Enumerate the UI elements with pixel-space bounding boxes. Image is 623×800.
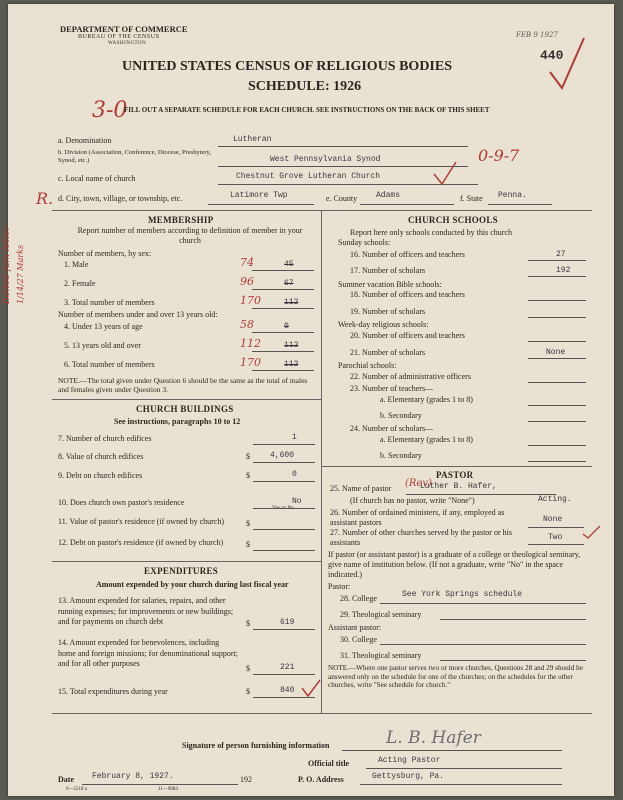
po-address-value: Gettysburg, Pa. <box>372 772 445 781</box>
school-sunday-label: Sunday schools: <box>338 238 391 247</box>
county-value: Adams <box>376 191 401 200</box>
expenditures-title: EXPENDITURES <box>144 566 219 576</box>
census-form <box>2 4 614 796</box>
q29-label: 29. Theological seminary <box>340 610 422 619</box>
q28-label: 28. College <box>340 594 377 603</box>
building-row-value: 4,600 <box>270 451 295 460</box>
school-r23b-label: b. Secondary <box>380 411 422 420</box>
division-value: West Pennsylvania Synod <box>270 155 381 164</box>
school-row-line <box>528 358 586 359</box>
q13-dollar: $ <box>246 619 250 628</box>
q27-value: Two <box>548 533 563 542</box>
date-suffix: 192 <box>240 775 252 784</box>
school-weekday-label: Week-day religious schools: <box>338 320 429 329</box>
check-mark-icon <box>432 160 458 188</box>
school-r22-label: 22. Number of administrative officers <box>350 372 471 381</box>
member-row-handwritten: 58 <box>240 318 254 331</box>
membership-intro: Report number of members according to definition of member in your church <box>77 226 303 245</box>
city-value: Latimore Twp <box>230 191 288 200</box>
building-row-line <box>253 444 315 445</box>
member-row-label: 5. 13 years old and over <box>64 341 141 350</box>
q13-label: 13. Amount expended for salaries, repairs, and other running expenses; for improvements or new buildings; and for payments on church debt <box>58 596 234 626</box>
school-r20-label: 20. Number of officers and teachers <box>350 331 465 340</box>
school-row-line <box>528 276 586 277</box>
member-row-line <box>252 351 314 352</box>
school-row-line <box>528 317 586 318</box>
bureau-city: WASHINGTON <box>108 41 147 46</box>
member-row-line <box>252 270 314 271</box>
q14-dollar: $ <box>246 664 250 673</box>
church-name-label: c. Local name of church <box>58 174 136 183</box>
member-row-handwritten: 74 <box>240 256 254 269</box>
po-address-label: P. O. Address <box>298 775 344 784</box>
q25-note: (If church has no pastor, write "None") <box>350 496 475 505</box>
bureau-name: BUREAU OF THE CENSUS <box>78 34 160 40</box>
yes-no-hint: Yes or No <box>272 505 295 511</box>
buildings-title: CHURCH BUILDINGS <box>136 404 234 414</box>
q15-dollar: $ <box>246 687 250 696</box>
margin-note: Edited fam letter <box>2 226 12 304</box>
school-r19-label: 19. Number of scholars <box>350 307 426 316</box>
official-title-value: Acting Pastor <box>378 756 441 765</box>
member-row-label: 2. Female <box>64 279 96 288</box>
official-title-label: Official title <box>308 759 350 768</box>
age-heading: Number of members under and over 13 years old: <box>58 310 218 319</box>
building-row-dollar: $ <box>246 471 250 480</box>
school-r23-label: 23. Number of teachers— <box>350 384 434 393</box>
school-row-line <box>528 445 586 446</box>
q15-value: 840 <box>280 686 295 695</box>
school-r17-label: 17. Number of scholars <box>350 266 426 275</box>
building-row-line <box>253 462 315 463</box>
signature-value: L. B. Hafer <box>386 728 481 748</box>
q14-label: 14. Amount expended for benevolences, including home and foreign missions; for denominational support; and for all other purposes <box>58 638 238 668</box>
member-row-label: 1. Male <box>64 260 89 269</box>
pastor-title: PASTOR <box>436 470 474 480</box>
check-mark-icon <box>548 34 588 94</box>
school-r24a-label: a. Elementary (grades 1 to 8) <box>380 435 473 444</box>
form-number: 6—5518 a <box>66 787 87 792</box>
schools-title: CHURCH SCHOOLS <box>408 215 498 225</box>
form-title: UNITED STATES CENSUS OF RELIGIOUS BODIES <box>122 59 453 74</box>
received-stamp: FEB 9 1927 <box>516 31 558 39</box>
member-row-line <box>252 289 314 290</box>
member-row-line <box>252 308 314 309</box>
handwritten-division-code: 0-9-7 <box>478 146 520 165</box>
q25-label: 25. Name of pastor <box>330 484 392 493</box>
dept-name: DEPARTMENT OF COMMERCE <box>60 24 188 34</box>
member-row-typed: 112 <box>284 360 299 369</box>
signature-label: Signature of person furnishing information <box>182 741 330 750</box>
school-row-line <box>528 461 586 462</box>
member-row-line <box>252 370 314 371</box>
school-parochial-label: Parochial schools: <box>338 361 397 370</box>
expenditures-sub: Amount expended by your church during last fiscal year <box>96 580 289 589</box>
member-row-typed: 112 <box>284 341 299 350</box>
school-v17-value: 192 <box>556 266 571 275</box>
member-row-label: 6. Total number of members <box>64 360 155 369</box>
q15-label: 15. Total expenditures during year <box>58 687 168 696</box>
building-row-dollar: $ <box>246 540 250 549</box>
building-row-line <box>253 481 315 482</box>
building-row-dollar: $ <box>246 519 250 528</box>
school-summer-label: Summer vacation Bible schools: <box>338 280 442 289</box>
member-row-label: 4. Under 13 years of age <box>64 322 143 331</box>
member-row-line <box>252 332 314 333</box>
state-label: f. State <box>460 194 483 203</box>
building-row-label: 11. Value of pastor's residence (if owned by church) <box>58 517 225 526</box>
q27-label: 27. Number of other churches served by the pastor or his assistants <box>330 528 512 547</box>
building-row-line <box>253 550 315 551</box>
school-row-line <box>528 341 586 342</box>
county-label: e. County <box>326 194 358 203</box>
school-row-line <box>528 300 586 301</box>
building-row-label: 8. Value of church edifices <box>58 452 144 461</box>
school-r21-label: 21. Number of scholars <box>350 348 426 357</box>
school-row-line <box>528 421 586 422</box>
pastor-note: NOTE.—Where one pastor serves two or more churches, Questions 28 and 29 should be answered only on the schedule for one of the churches; on the schedules for the other churches, write "See schedule for church." <box>328 664 583 690</box>
building-row-label: 10. Does church own pastor's residence <box>58 498 185 507</box>
buildings-sub: See instructions, paragraphs 10 to 12 <box>114 417 241 426</box>
school-row-line <box>528 382 586 383</box>
division-label: b. Division (Association, Conference, Diocese, Presbytery, Synod, etc.) <box>58 149 212 164</box>
graduate-note: If pastor (or assistant pastor) is a graduate of a college or theological seminary, give name of institution below. (If not a graduate, write "No" in the space indicated.) <box>328 550 581 579</box>
assistant-sublabel: Assistant pastor: <box>328 623 382 632</box>
q25-hand: (Rev) <box>405 478 432 489</box>
building-row-line <box>253 508 315 509</box>
school-row-line <box>528 260 586 261</box>
school-v16-value: 27 <box>556 250 566 259</box>
schedule-title: SCHEDULE: 1926 <box>248 79 362 94</box>
margin-note-2: 1/14/27 Marks <box>16 244 25 304</box>
state-value: Penna. <box>498 191 527 200</box>
member-row-typed: 67 <box>284 279 294 288</box>
member-row-typed: 45 <box>284 260 294 269</box>
building-row-value: 0 <box>292 470 297 479</box>
building-row-label: 12. Debt on pastor's residence (if owned by church) <box>58 538 224 547</box>
date-value: February 8, 1927. <box>92 772 174 781</box>
handwritten-code: 3-0 <box>92 98 128 123</box>
q26-label: 26. Number of ordained ministers, if any, employed as assistant pastors <box>330 508 505 527</box>
denomination-label: a. Denomination <box>58 136 112 145</box>
membership-note: NOTE.—The total given under Question 6 should be the same as the total of males and females given under Question 3. <box>58 376 308 394</box>
check-mark-icon <box>300 678 322 700</box>
member-row-typed: 112 <box>284 298 299 307</box>
school-r18-label: 18. Number of officers and teachers <box>350 290 465 299</box>
q26-value: None <box>543 515 563 524</box>
school-r23a-label: a. Elementary (grades 1 to 8) <box>380 395 473 404</box>
school-row-line <box>528 405 586 406</box>
print-number: 11—9084 <box>158 787 178 792</box>
q25-value: Luther B. Hafer, <box>420 482 497 491</box>
q31-label: 31. Theological seminary <box>340 651 422 660</box>
school-r16-label: 16. Number of officers and teachers <box>350 250 465 259</box>
member-row-handwritten: 170 <box>240 294 261 307</box>
member-row-handwritten: 112 <box>240 337 261 350</box>
building-row-label: 7. Number of church edifices <box>58 434 152 443</box>
by-sex-heading: Number of members, by sex: <box>58 249 152 258</box>
church-name-value: Chestnut Grove Lutheran Church <box>236 172 381 181</box>
q25-acting: Acting. <box>538 495 572 504</box>
member-row-handwritten: 96 <box>240 275 254 288</box>
member-row-label: 3. Total number of members <box>64 298 155 307</box>
city-label: d. City, town, village, or township, etc. <box>58 194 183 203</box>
building-row-label: 9. Debt on church edifices <box>58 471 143 480</box>
q14-value: 221 <box>280 663 295 672</box>
building-row-line <box>253 529 315 530</box>
building-row-value: 1 <box>292 433 297 442</box>
building-row-dollar: $ <box>246 452 250 461</box>
date-label: Date <box>58 775 74 784</box>
school-r24b-label: b. Secondary <box>380 451 422 460</box>
schools-sub: Report here only schools conducted by this church <box>350 228 512 237</box>
q28-value: See York Springs schedule <box>402 590 523 599</box>
handwritten-r-mark: R. <box>36 189 54 208</box>
q30-label: 30. College <box>340 635 377 644</box>
school-v21-value: None <box>546 348 566 357</box>
form-instruction: FILL OUT A SEPARATE SCHEDULE FOR EACH CHURCH. SEE INSTRUCTIONS ON THE BACK OF THIS SHEET <box>124 106 490 114</box>
pastor-sublabel: Pastor: <box>328 582 351 591</box>
schedule-number: 440 <box>540 48 564 63</box>
q13-value: 619 <box>280 618 295 627</box>
check-mark-icon <box>582 524 602 540</box>
denomination-value: Lutheran <box>233 135 272 144</box>
member-row-typed: 0 <box>284 322 289 331</box>
school-r24-label: 24. Number of scholars— <box>350 424 434 433</box>
member-row-handwritten: 170 <box>240 356 261 369</box>
building-row-value: No <box>292 497 302 506</box>
membership-title: MEMBERSHIP <box>148 215 214 225</box>
